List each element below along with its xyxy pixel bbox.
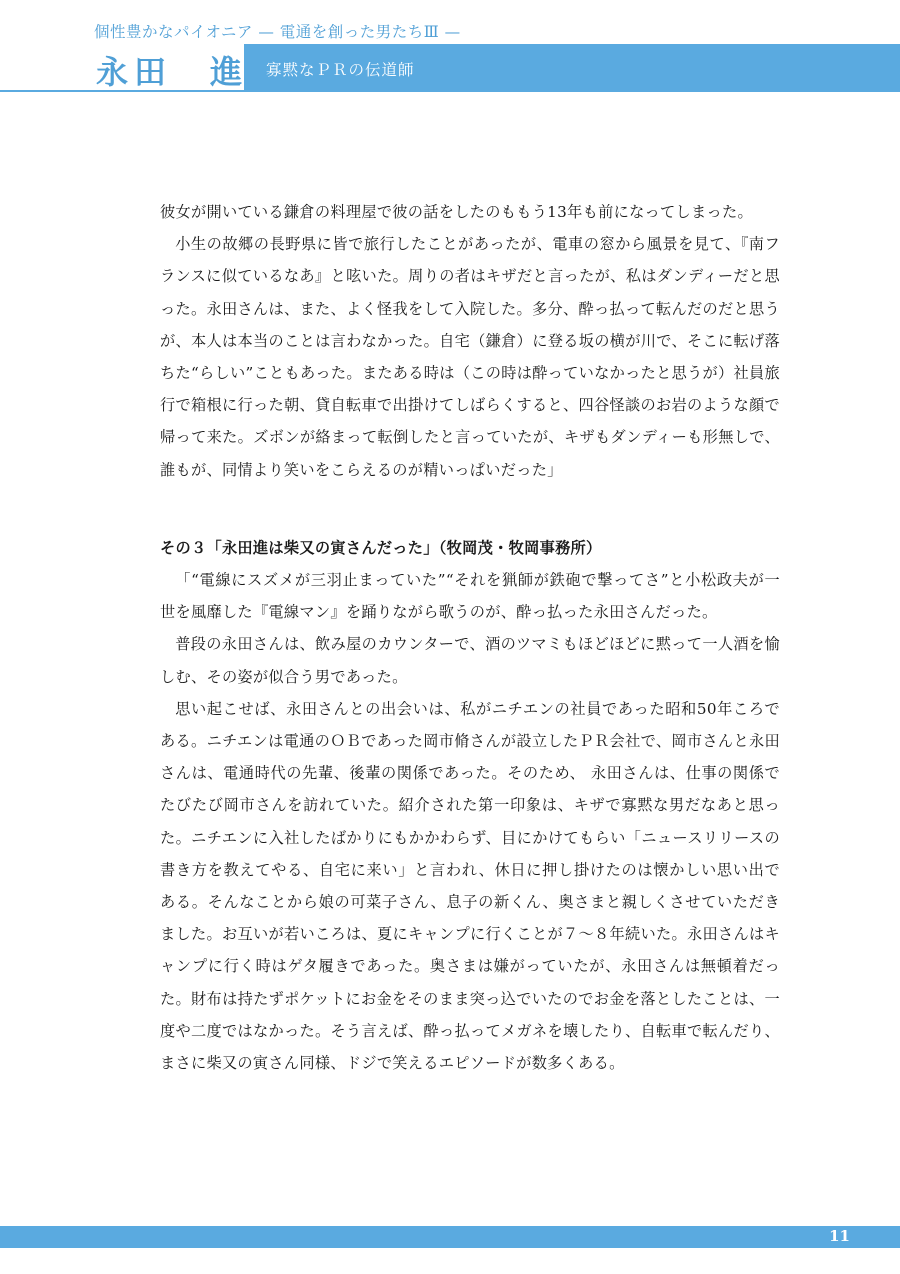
paragraph-3: 「“電線にスズメが三羽止まっていた”“それを猟師が鉄砲で撃ってさ”と小松政夫が一世を風靡した『電線マン』を踊りながら歌うのが、酔っ払った永田さんだった。 [160,571,780,622]
paragraph-gap [160,486,780,518]
series-title: 個性豊かなパイオニア — 電通を創った男たちⅢ — [94,23,461,41]
article-subtitle: 寡黙なＰＲの伝道師 [266,61,415,79]
paragraph-gap [160,518,780,532]
section-heading: その３「永田進は柴又の寅さんだった」（牧岡茂・牧岡事務所） [160,538,602,557]
page-number: 11 [829,1227,850,1245]
footer-band [0,1226,900,1248]
paragraph-4: 普段の永田さんは、飲み屋のカウンターで、酒のツマミもほどほどに黙って一人酒を愉しむ、その姿が似合う男であった。 [160,635,780,686]
paragraph-1: 彼女が開いている鎌倉の料理屋で彼の話をしたのももう13年も前になってしまった。 [160,203,753,221]
person-name: 永田 進 [96,53,249,91]
paragraph-5: 思い起こせば、永田さんとの出会いは、私がニチエンの社員であった昭和50年ころである。ニチエンは電通のＯＢであった岡市脩さんが設立したＰＲ会社で、岡市さんと永田さんは、電通時代の先輩、後輩の関係であった。そのため、 永田さんは、仕事の関係でたびたび岡市さんを訪れていた。紹介された第一印象は、キザで寡黙な男だなあと思った。ニチエンに入社したばかりにもかかわらず、目にかけてもらい「ニュースリリースの書き方を教えてやる、自宅に来い」と言われ、休日に押し掛けたのは懐かしい思い出である。そんなことから娘の可菜子さん、息子の新くん、奥さまと親しくさせていただきました。お互いが若いころは、夏にキャンプに行くことが７～８年続いた。永田さんはキャンプに行く時はゲタ履きであった。奥さまは嫌がっていたが、永田さんは無頓着だった。財布は持たずポケットにお金をそのまま突っ込でいたのでお金を落としたことは、一度や二度ではなかった。そう言えば、酔っ払ってメガネを壊したり、自転車で転んだり、まさに柴又の寅さん同様、ドジで笑えるエピソードが数多くある。 [160,699,780,1073]
paragraph-2: 小生の故郷の長野県に皆で旅行したことがあったが、電車の窓から風景を見て、『南フランスに似ているなあ』と呟いた。周りの者はキザだと言ったが、私はダンディーだと思った。永田さんは、また、よく怪我をして入院した。多分、酔っ払って転んだのだと思うが、本人は本当のことは言わなかった。自宅（鎌倉）に登る坂の横が川で、そこに転げ落ちた“らしい”こともあった。またある時は（この時は酔っていなかったと思うが）社員旅行で箱根に行った朝、貸自転車で出掛けてしばらくすると、四谷怪談のお岩のような顔で帰って来た。ズボンが絡まって転倒したと言っていたが、キザもダンディーも形無しで、誰もが、同情より笑いをこらえるのが精いっぱいだった」 [160,235,780,479]
article-body [160,196,780,1079]
